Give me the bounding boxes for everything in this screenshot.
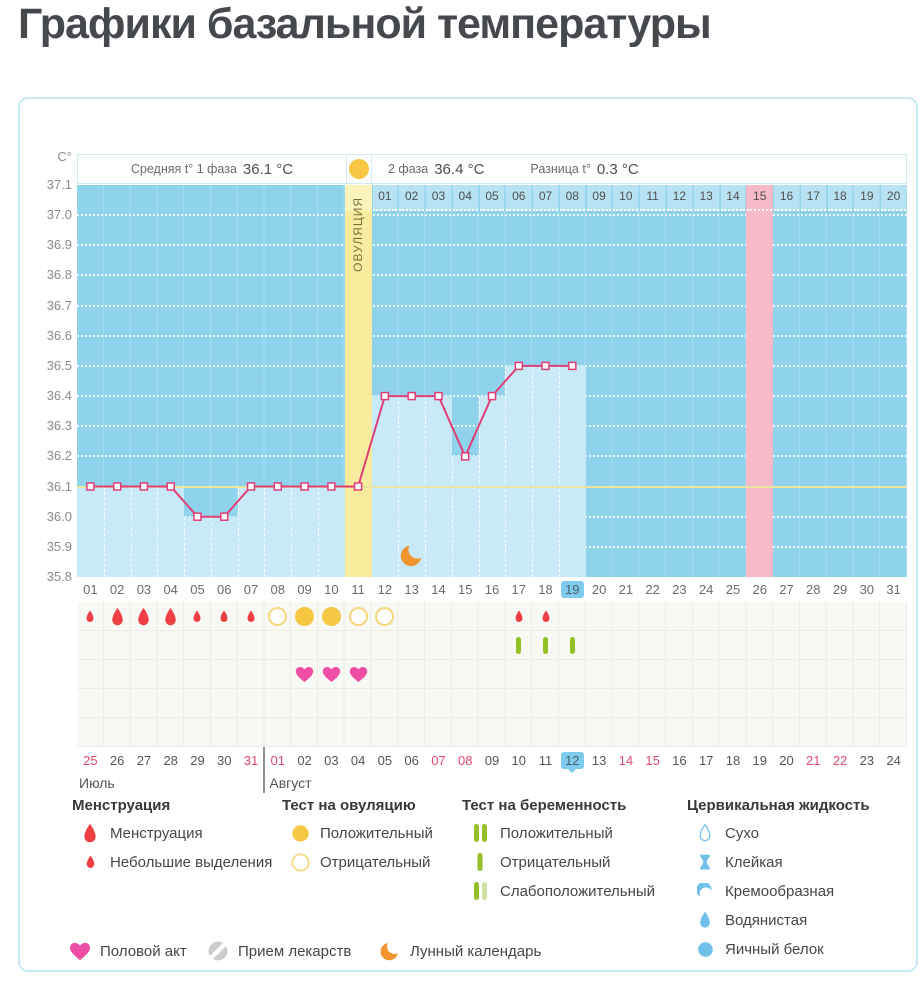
pregnancy-test-icon (532, 631, 559, 660)
date-cell (291, 747, 318, 773)
cycle-day-cell (532, 577, 559, 602)
legend-item (77, 850, 272, 874)
ovulation-test-icon (345, 602, 372, 631)
dpo-cell: 18 (828, 185, 853, 211)
legend-item-label: Прием лекарств (238, 942, 352, 960)
date-label: 23 (859, 752, 875, 768)
date-cell (157, 747, 184, 773)
legend-item-label: Положительный (500, 824, 613, 842)
cycle-day-label: 14 (431, 582, 446, 597)
date-label: 07 (431, 752, 446, 768)
y-axis-label: 36.7 (46, 297, 72, 313)
cycle-day-cell (264, 577, 291, 602)
cycle-day-cell (827, 577, 854, 602)
drop-filled-blue-icon (692, 911, 718, 929)
cycle-day-label: 02 (109, 582, 125, 597)
y-axis-label: 35.9 (46, 538, 72, 554)
legend-group-title: Тест на беременность (462, 797, 627, 814)
cycle-day-label: 11 (351, 582, 365, 597)
current-cycle-day: 19 (561, 581, 583, 598)
bars-weak-green-icon (467, 881, 493, 901)
ovulation-day-marker (346, 155, 372, 183)
date-cell (131, 747, 158, 773)
cycle-day-cell (612, 577, 639, 602)
legend-item (467, 879, 655, 903)
legend-item-label: Кремообразная (725, 882, 835, 900)
date-cell (559, 747, 586, 773)
legend-item-label: Клейкая (725, 853, 783, 871)
cycle-day-label: 30 (859, 582, 875, 597)
cycle-day-cell (505, 577, 532, 602)
legend-group-title: Менструация (72, 797, 171, 814)
cycle-day-label: 07 (243, 582, 259, 597)
ovulation-test-icon (291, 602, 318, 631)
legend-item-label: Менструация (110, 824, 203, 842)
cycle-day-cell (452, 577, 479, 602)
symbols-grid (77, 602, 907, 747)
legend-item (692, 937, 824, 961)
cycle-day-label: 16 (484, 582, 500, 597)
cycle-day-label: 26 (752, 582, 767, 597)
legend-item-label: Лунный календарь (410, 942, 542, 960)
date-label: 21 (806, 752, 821, 768)
date-label: 06 (404, 752, 419, 768)
date-label: 20 (779, 752, 794, 768)
temperature-line (77, 185, 907, 577)
cycle-day-label: 28 (806, 582, 821, 597)
chart-card (18, 97, 918, 972)
cycle-day-cell (800, 577, 827, 602)
date-cell (479, 747, 506, 773)
phase1-summary (78, 155, 346, 183)
date-cell (639, 747, 666, 773)
dpo-cell: 02 (399, 185, 424, 211)
date-cell (398, 747, 425, 773)
intercourse-heart-icon (345, 660, 372, 689)
page-title: Графики базальной температуры (18, 0, 711, 48)
y-axis-label: 36.1 (46, 478, 72, 494)
legend-item-label: Отрицательный (500, 853, 611, 871)
menstruation-drop-icon (238, 602, 265, 631)
cycle-day-cell (398, 577, 425, 602)
date-label: 04 (350, 752, 366, 768)
cycle-day-cell (853, 577, 880, 602)
date-label: 30 (217, 752, 232, 768)
legend-item-label: Половой акт (100, 942, 187, 960)
date-cell (77, 747, 104, 773)
cycle-day-label: 22 (645, 582, 660, 597)
moon-orange-icon (377, 940, 403, 962)
date-cell (264, 747, 291, 773)
bars-two-green-icon (467, 823, 493, 843)
cycle-day-cell (157, 577, 184, 602)
date-cell (425, 747, 452, 773)
legend-item-label: Положительный (320, 824, 433, 842)
legend-group-title: Тест на овуляцию (282, 797, 416, 814)
bar-one-green-icon (467, 852, 493, 872)
cycle-day-label: 12 (377, 582, 393, 597)
legend-item (692, 879, 834, 903)
cycle-day-cell (318, 577, 345, 602)
date-cell (505, 747, 532, 773)
phase2-value: 36.4 °C (434, 160, 485, 178)
cycle-day-cell (746, 577, 773, 602)
cycle-day-label: 29 (832, 582, 848, 597)
pregnancy-test-icon (559, 631, 586, 660)
cycle-day-label: 05 (190, 582, 205, 597)
cycle-day-label: 21 (618, 582, 634, 597)
dpo-cell: 08 (560, 185, 585, 211)
drop-outline-blue-icon (692, 824, 718, 842)
legend-item (67, 939, 187, 963)
cycle-day-label: 08 (270, 582, 286, 597)
date-cell (345, 747, 372, 773)
menstruation-drop-icon (104, 602, 131, 631)
date-label: 22 (832, 752, 848, 768)
date-label: 11 (538, 752, 553, 768)
menstruation-drop-icon (184, 602, 211, 631)
date-label: 08 (457, 752, 473, 768)
ovulation-test-icon (264, 602, 291, 631)
date-cell (238, 747, 265, 773)
month-label: Июль (79, 775, 115, 791)
date-cell (720, 747, 747, 773)
y-axis-label: 36.6 (46, 327, 72, 343)
pregnancy-test-icon (505, 631, 532, 660)
dpo-cell: 12 (667, 185, 692, 211)
cycle-day-cell (773, 577, 800, 602)
ovulation-column-label: ОВУЛЯЦИЯ (351, 197, 366, 272)
date-label: 19 (752, 752, 767, 768)
drop-small-red-icon (77, 855, 103, 869)
date-cell (827, 747, 854, 773)
pill-gray-icon (205, 941, 231, 961)
intercourse-heart-icon (291, 660, 318, 689)
dpo-cell: 01 (373, 185, 398, 211)
date-cell (746, 747, 773, 773)
date-label: 31 (243, 752, 259, 768)
menstruation-drop-icon (532, 602, 559, 631)
cycle-day-label: 01 (83, 582, 98, 597)
menstruation-drop-icon (157, 602, 184, 631)
cycle-day-cell (131, 577, 158, 602)
legend-item-label: Яичный белок (725, 940, 824, 958)
date-label: 24 (886, 752, 901, 768)
y-axis-label: 36.4 (46, 388, 72, 404)
date-cell (211, 747, 238, 773)
date-label: 16 (672, 752, 687, 768)
y-axis-label: 36.8 (46, 267, 72, 283)
y-axis-label: 36.3 (46, 418, 72, 434)
dpo-cell: 14 (721, 185, 746, 211)
date-cell (184, 747, 211, 773)
date-cell (773, 747, 800, 773)
legend-item-label: Небольшие выделения (110, 853, 273, 871)
y-axis-label: 37.1 (46, 177, 72, 192)
legend-item-label: Сухо (725, 824, 760, 842)
cycle-day-cell (693, 577, 720, 602)
cycle-day-label: 18 (538, 582, 553, 597)
cycle-day-cell (586, 577, 613, 602)
circle-outline-yellow-icon (287, 853, 313, 872)
cycle-day-label: 25 (725, 582, 741, 597)
cycle-day-cell (184, 577, 211, 602)
current-date: 12 (561, 752, 583, 769)
legend-item-label: Водянистая (725, 911, 808, 929)
date-label: 17 (698, 752, 714, 768)
dpo-cell: 03 (426, 185, 451, 211)
legend-item (467, 850, 610, 874)
cycle-day-cell (880, 577, 907, 602)
legend-item (692, 821, 759, 845)
date-cell (612, 747, 639, 773)
date-label: 18 (725, 752, 741, 768)
month-label: Август (269, 775, 312, 791)
date-label: 15 (645, 752, 660, 768)
y-axis-label: 36.5 (46, 357, 72, 373)
legend-item (287, 821, 433, 845)
cycle-day-label: 10 (324, 582, 339, 597)
legend-item (377, 939, 541, 963)
dpo-cell: 19 (854, 185, 879, 211)
dpo-cell: 15 (747, 185, 772, 211)
menstruation-drop-icon (77, 602, 104, 631)
unit-label: С° (57, 149, 72, 164)
date-label: 27 (136, 752, 152, 768)
date-cell (452, 747, 479, 773)
date-label: 29 (190, 752, 205, 768)
legend-item (77, 821, 203, 845)
date-label: 25 (83, 752, 98, 768)
cycle-day-label: 23 (672, 582, 687, 597)
date-cell (372, 747, 399, 773)
legend-item (692, 850, 783, 874)
legend-item (287, 850, 430, 874)
cycle-day-cell (291, 577, 318, 602)
dpo-cell: 10 (613, 185, 638, 211)
cycle-day-cell (639, 577, 666, 602)
phase1-label: Средняя t° 1 фаза (130, 162, 237, 176)
cycle-day-cell (559, 577, 586, 602)
cycle-day-label: 15 (457, 582, 473, 597)
dpo-cell: 09 (587, 185, 612, 211)
month-separator (263, 747, 265, 793)
menstruation-drop-icon (211, 602, 238, 631)
circle-filled-yellow-icon (287, 824, 313, 843)
dpo-cell: 05 (480, 185, 505, 211)
date-label: 13 (591, 752, 607, 768)
legend-item-label: Отрицательный (320, 853, 431, 871)
cycle-day-label: 03 (136, 582, 152, 597)
date-label: 14 (618, 752, 634, 768)
cycle-day-label: 31 (886, 582, 901, 597)
cycle-day-cell (211, 577, 238, 602)
legend-item (467, 821, 613, 845)
plot-area (77, 185, 907, 577)
legend-group-title: Цервикальная жидкость (687, 797, 870, 814)
date-cell (800, 747, 827, 773)
hourglass-blue-icon (692, 853, 718, 871)
ovulation-test-icon (318, 602, 345, 631)
date-label: 26 (109, 752, 125, 768)
legend-item-label: Слабоположительный (500, 882, 656, 900)
date-cell (853, 747, 880, 773)
moon-icon (398, 539, 425, 571)
cycle-day-label: 09 (297, 582, 312, 597)
ovulation-dot-icon (349, 159, 369, 179)
date-cell (104, 747, 131, 773)
cycle-day-cell (77, 577, 104, 602)
dpo-cell: 04 (453, 185, 478, 211)
y-axis-label: 36.2 (46, 448, 72, 464)
cycle-day-axis (77, 577, 907, 602)
y-axis-label: 35.8 (46, 569, 72, 584)
date-label: 10 (511, 752, 526, 768)
cycle-day-cell (238, 577, 265, 602)
ovulation-test-icon (372, 602, 399, 631)
diff-label: Разница t° (530, 162, 591, 176)
cycle-day-label: 17 (511, 582, 526, 597)
cycle-day-cell (345, 577, 372, 602)
date-label: 28 (163, 752, 178, 768)
drop-big-red-icon (77, 823, 103, 844)
date-cell (880, 747, 907, 773)
phase2-summary (372, 155, 906, 183)
dpo-cell: 16 (774, 185, 799, 211)
cycle-day-cell (372, 577, 399, 602)
cycle-day-label: 06 (217, 582, 232, 597)
summary-bar (77, 154, 907, 184)
date-label: 03 (324, 752, 339, 768)
cycle-day-label: 04 (163, 582, 178, 597)
cream-blue-icon (692, 883, 718, 900)
cycle-day-label: 13 (404, 582, 419, 597)
dpo-cell: 11 (640, 185, 665, 211)
date-cell (318, 747, 345, 773)
date-label: 01 (270, 752, 286, 768)
date-axis (77, 747, 907, 773)
dpo-cell: 06 (506, 185, 531, 211)
dpo-cell: 20 (881, 185, 906, 211)
date-label: 09 (484, 752, 500, 768)
date-cell (666, 747, 693, 773)
phase1-value: 36.1 °C (242, 160, 294, 178)
dpo-cell: 13 (694, 185, 719, 211)
date-label: 05 (377, 752, 393, 768)
y-axis-label: 36.0 (46, 508, 72, 524)
cycle-day-cell (720, 577, 747, 602)
cycle-day-label: 20 (591, 582, 607, 597)
cycle-day-cell (666, 577, 693, 602)
heart-pink-icon (67, 942, 93, 961)
cycle-day-cell (104, 577, 131, 602)
phase2-label: 2 фаза (388, 162, 429, 176)
dpo-cell: 07 (533, 185, 558, 211)
date-cell (586, 747, 613, 773)
circle-filled-blue-icon (692, 941, 718, 958)
cycle-day-cell (425, 577, 452, 602)
menstruation-drop-icon (131, 602, 158, 631)
dpo-cell: 17 (801, 185, 826, 211)
intercourse-heart-icon (318, 660, 345, 689)
date-cell (532, 747, 559, 773)
cycle-day-label: 27 (779, 582, 794, 597)
legend-item (692, 908, 807, 932)
cycle-day-label: 24 (698, 582, 714, 597)
menstruation-drop-icon (505, 602, 532, 631)
diff-value: 0.3 °C (596, 160, 639, 178)
y-axis-label: 37.0 (46, 207, 72, 223)
date-label: 02 (297, 752, 312, 768)
date-cell (693, 747, 720, 773)
cycle-day-cell (479, 577, 506, 602)
y-axis-label: 36.9 (46, 237, 72, 253)
legend-item (205, 939, 351, 963)
